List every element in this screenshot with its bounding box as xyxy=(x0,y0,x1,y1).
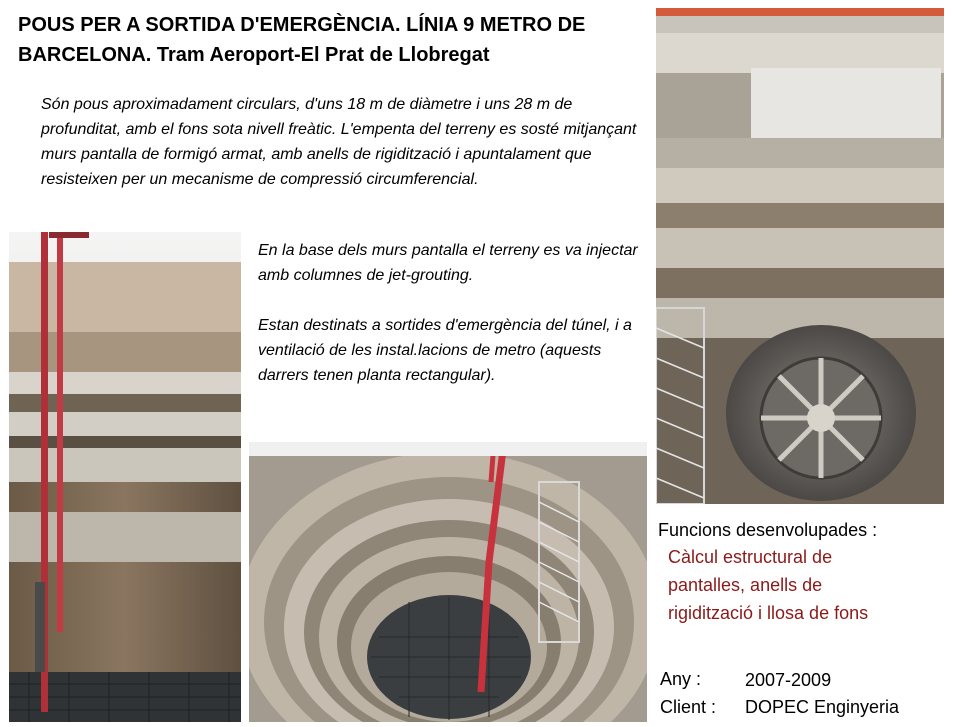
page-title xyxy=(18,10,648,70)
client-label: Client : xyxy=(660,697,717,717)
jet-grouting-paragraph: En la base dels murs pantalla el terreny es va injectar amb columnes de jet-grouting. xyxy=(258,242,638,284)
shaft-wall-photo xyxy=(9,232,241,722)
client-value: DOPEC Enginyeria xyxy=(745,697,900,717)
functions-line-1: Càlcul estructural de xyxy=(668,547,833,567)
functions-line-2: pantalles, anells de xyxy=(668,575,823,595)
year-label: Any : xyxy=(660,669,702,689)
title-line-2: BARCELONA. Tram Aeroport-El Prat de Llobregat xyxy=(18,44,490,66)
purpose-paragraph: Estan destinats a sortides d'emergència del túnel, i a ventilació de les instal.lacions de metro (aquests darrers tenen planta rectangular). xyxy=(258,317,632,384)
description-paragraph: Són pous aproximadament circulars, d'uns 18 m de diàmetre i uns 28 m de profunditat, amb el fons sota nivell freàtic. L'empenta del terreny es sosté mitjançant murs pantalla de formigó armat, amb anells de rigidització i apuntalament que resisteixen per un mecanisme de compressió circumferencial. xyxy=(41,96,637,188)
functions-heading: Funcions desenvolupades : xyxy=(658,520,878,540)
tunnel-boring-machine-photo xyxy=(656,8,944,504)
shaft-aerial-photo xyxy=(249,442,647,722)
title-line-1: POUS PER A SORTIDA D'EMERGÈNCIA. LÍNIA 9 METRO DE xyxy=(18,14,586,36)
functions-line-3: rigidització i llosa de fons xyxy=(668,603,869,623)
year-value: 2007-2009 xyxy=(745,670,832,690)
functions-list xyxy=(668,543,948,627)
